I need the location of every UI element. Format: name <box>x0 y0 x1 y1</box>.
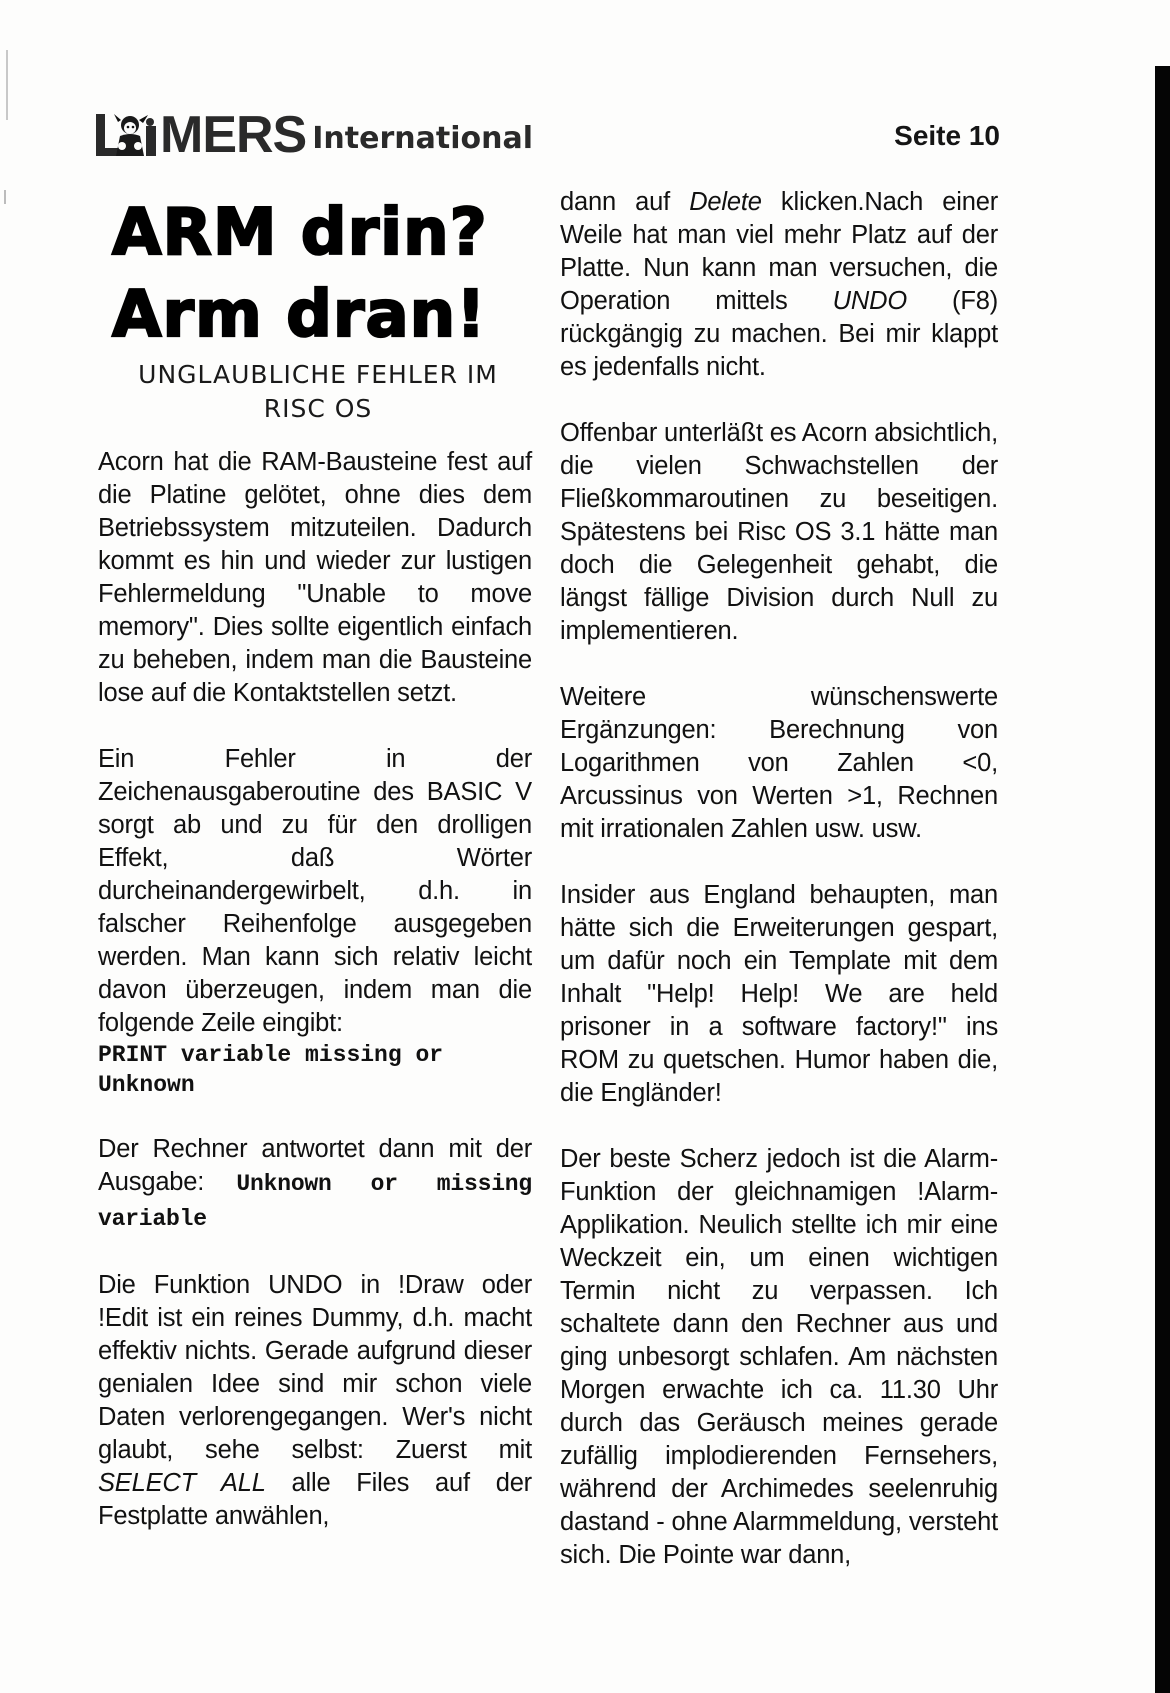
article-title-line2: Arm dran! <box>112 278 487 352</box>
italic-term: SELECT ALL <box>98 1469 266 1497</box>
paragraph: Acorn hat die RAM-Bausteine fest auf die Platine gelötet, ohne dies dem Betriebssystem mitzuteilen. Dadurch kommt es hin und wieder zur lustigen Fehlermeldung "Unable to move memory". Dies sollte eigentlich einfach zu beheben, indem man die Bausteine lose auf die Kontaktstellen setzt. <box>98 448 532 707</box>
page-header <box>96 106 1000 164</box>
jester-logo-icon <box>96 112 158 158</box>
scan-edge-bar <box>1155 66 1170 1693</box>
logo-wordmark: MERS <box>160 106 307 164</box>
logo-subtitle: International <box>312 121 533 156</box>
paragraph-text: alle Files auf der Festplatte anwählen, <box>98 1469 532 1530</box>
paragraph-text: Die Funktion UNDO in !Draw oder !Edit ist ein reines Dummy, d.h. macht effektiv nichts. Gerade aufgrund dieser genialen Idee sind mir schon viele Daten verlorengegangen. Wer's nicht glaubt, sehe selbst: Zuerst mit <box>98 1271 532 1464</box>
left-column <box>98 192 532 1533</box>
paragraph <box>98 1269 532 1533</box>
paragraph: Insider aus England behaupten, man hätte sich die Erweiterungen gespart, um dafür noch ein Template mit dem Inhalt "Help! Help! We are held prisoner in a software factory!" ins ROM zu quetschen. Humor haben die, die Engländer! <box>560 881 998 1107</box>
paragraph: Weitere wünschenswerte Ergänzungen: Berechnung von Logarithmen von Zahlen <0, Arcussinus von Werten >1, Rechnen mit irrationalen Zahlen usw. usw. <box>560 683 998 843</box>
scan-artifact <box>4 190 6 204</box>
right-column <box>560 186 998 1572</box>
paragraph: Ein Fehler in der Zeichenausgaberoutine des BASIC V sorgt ab und zu für den drolligen Effekt, daß Wörter durcheinandergewirbelt, d.h. in falscher Reihenfolge ausgegeben werden. Man kann sich relativ leicht davon überzeugen, indem man die folgende Zeile eingibt: <box>98 745 532 1037</box>
paragraph: Der beste Scherz jedoch ist die Alarm-Funktion der gleichnamigen !Alarm-Applikation. Neulich stellte ich mir eine Weckzeit ein, um einen wichtigen Termin nicht zu verpassen. Ich schaltete dann den Rechner aus und ging unbesorgt schlafen. Am nächsten Morgen erwachte ich ca. 11.30 Uhr durch das Geräusch meines gerade zufällig implodierenden Fernsehers, während der Archimedes seelenruhig dastand - ohne Alarmmeldung, versteht sich. Die Pointe war dann, <box>560 1145 998 1569</box>
paragraph <box>98 1133 532 1236</box>
article-subtitle: UNGLAUBLICHE FEHLER IM RISC OS <box>138 360 498 423</box>
article-title-line1: ARM drin? <box>112 196 488 270</box>
loomers-logo <box>96 106 533 164</box>
code-snippet: PRINT variable missing or Unknown <box>98 1042 444 1098</box>
scan-artifact <box>6 50 8 120</box>
paragraph-text: klicken.Nach einer Weile hat man viel mehr Platz auf der Platte. Nun kann man versuchen, die Operation mittels <box>560 188 998 315</box>
inline-code: Unknown or missing variable <box>98 1171 533 1232</box>
paragraph-text: dann auf <box>560 188 690 216</box>
italic-term: UNDO <box>832 287 907 315</box>
paragraph <box>560 186 998 384</box>
paragraph-text: (F8) rückgängig zu machen. Bei mir klappt es jedenfalls nicht. <box>560 287 998 381</box>
paragraph-text: Der Rechner antwortet dann mit der Ausgabe: <box>98 1135 532 1196</box>
paragraph: Offenbar unterläßt es Acorn absichtlich, die vielen Schwachstellen der Fließkommaroutinen zu beseitigen. Spätestens bei Risc OS 3.1 hätte man doch die Gelegenheit gehabt, die längst fällige Division durch Null zu implementieren. <box>560 419 999 645</box>
page-number: Seite 10 <box>894 120 1000 151</box>
italic-term: Delete <box>689 188 762 216</box>
